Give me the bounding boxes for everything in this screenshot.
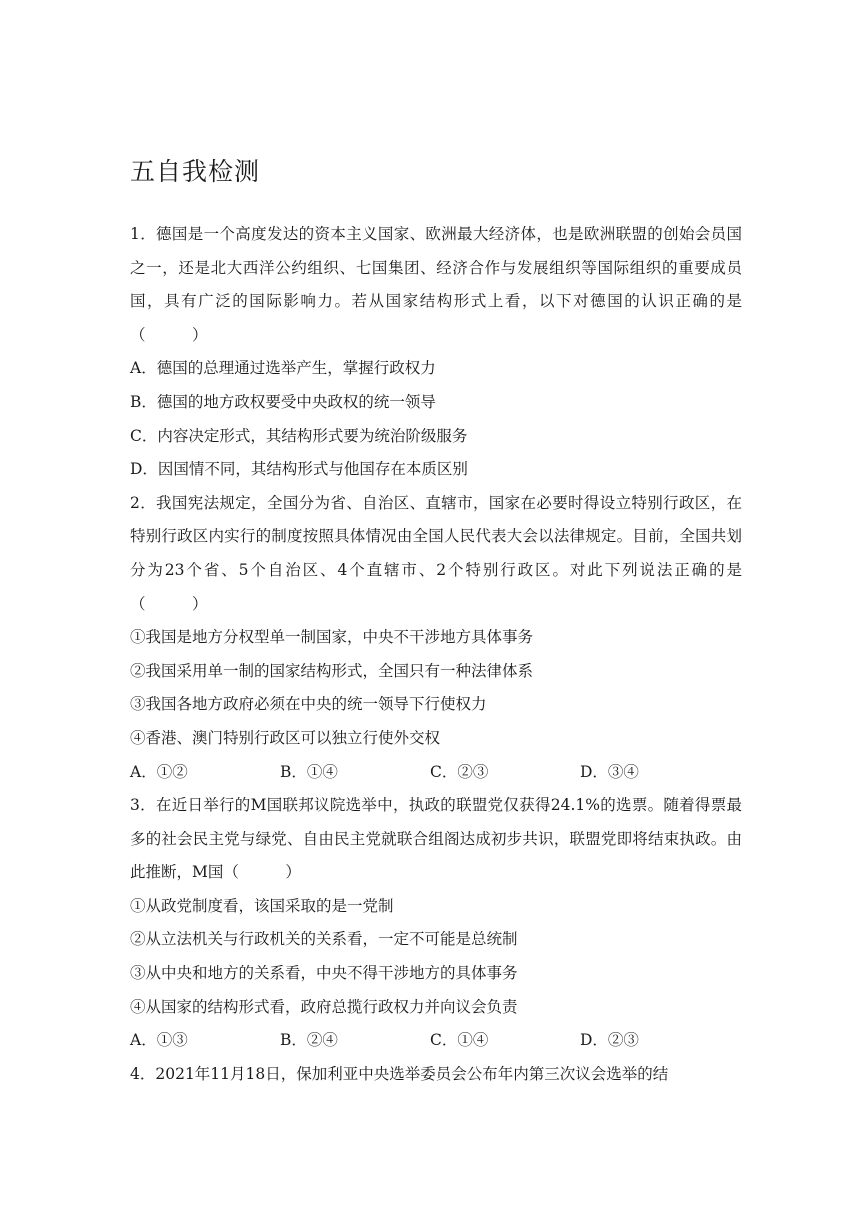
choice-c: C．①④ (430, 1031, 489, 1050)
statement-3: ③我国各地方政府必须在中央的统一领导下行使权力 (130, 695, 487, 714)
choice-b: B．①④ (280, 762, 338, 781)
choice-d: D．②③ (580, 1031, 639, 1050)
choice-c: C．②③ (430, 762, 489, 781)
section-title: 五自我检测 (130, 157, 261, 186)
question-4 (130, 1058, 742, 1092)
choice-d: D．③④ (580, 762, 639, 781)
statement-1: ①我国是地方分权型单一制国家，中央不干涉地方具体事务 (130, 628, 534, 647)
question-2 (130, 487, 742, 789)
question-stem: 1．德国是一个高度发达的资本主义国家、欧洲最大经济体，也是欧洲联盟的创始会员国之一，还是北大西洋公约组织、七国集团、经济合作与发展组织等国际组织的重要成员国，具有广泛的国际影响力。若从国家结构形式上看，以下对德国的认识正确的是（ ） (130, 225, 742, 344)
statement-4: ④香港、澳门特别行政区可以独立行使外交权 (130, 728, 441, 747)
answer-choices (130, 1024, 742, 1058)
question-stem: 4．2021年11月18日，保加利亚中央选举委员会公布年内第三次议会选举的结 (130, 1064, 669, 1083)
question-list (130, 218, 742, 1091)
choice-b: B．②④ (280, 1031, 338, 1050)
statement-4: ④从国家的结构形式看，政府总揽行政权力并向议会负责 (130, 997, 518, 1016)
statement-3: ③从中央和地方的关系看，中央不得干涉地方的具体事务 (130, 964, 518, 983)
choice-a: A．①③ (130, 1031, 188, 1050)
answer-choices (130, 756, 742, 790)
question-3 (130, 789, 742, 1058)
statement-2: ②从立法机关与行政机关的关系看，一定不可能是总统制 (130, 930, 518, 949)
question-stem: 3．在近日举行的M国联邦议院选举中，执政的联盟党仅获得24.1%的选票。随着得票最多的社会民主党与绿党、自由民主党就联合组阁达成初步共识，联盟党即将结束执政。由此推断，M国（ ） (130, 796, 742, 882)
option-c: C．内容决定形式，其结构形式要为统治阶级服务 (130, 426, 468, 445)
question-stem: 2．我国宪法规定，全国分为省、自治区、直辖市，国家在必要时得设立特别行政区，在特别行政区内实行的制度按照具体情况由全国人民代表大会以法律规定。目前，全国共划分为23个省、5个自治区、4个直辖市、2个特别行政区。对此下列说法正确的是（ ） (130, 493, 742, 613)
statement-2: ②我国采用单一制的国家结构形式，全国只有一种法律体系 (130, 661, 534, 680)
question-1 (130, 218, 742, 487)
choice-a: A．①② (130, 762, 188, 781)
option-d: D．因国情不同，其结构形式与他国存在本质区别 (130, 460, 468, 479)
statement-1: ①从政党制度看，该国采取的是一党制 (130, 896, 394, 915)
option-a: A．德国的总理通过选举产生，掌握行政权力 (130, 359, 436, 378)
option-b: B．德国的地方政权要受中央政权的统一领导 (130, 392, 436, 411)
